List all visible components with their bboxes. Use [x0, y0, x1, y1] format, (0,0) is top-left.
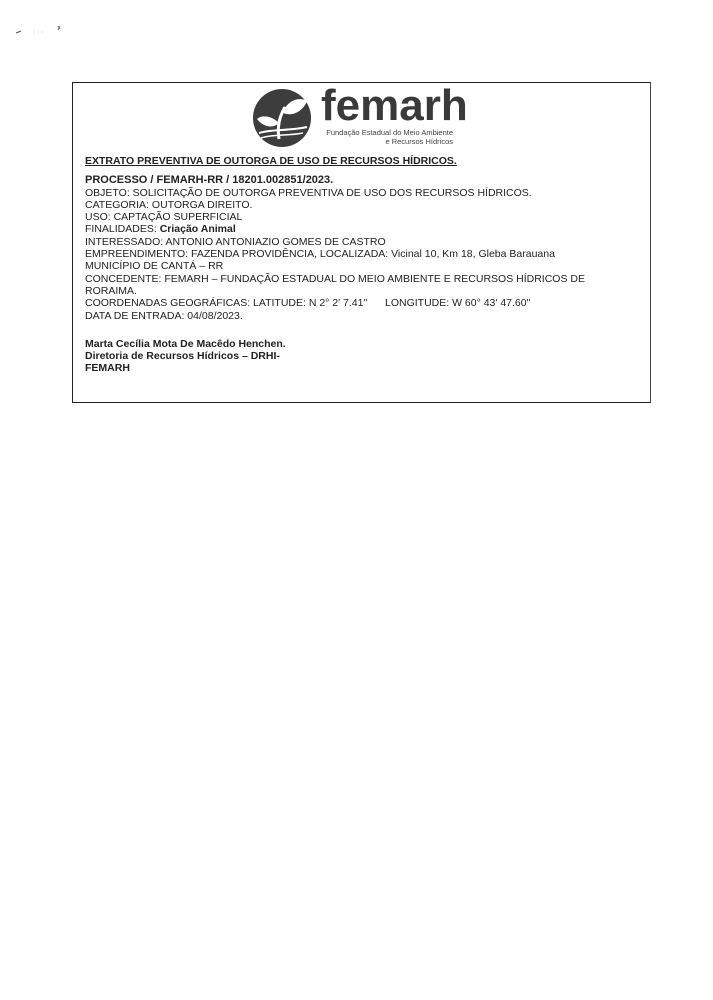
logo-subtitle-line2: e Recursos Hídricos — [385, 136, 453, 146]
logo-subtitle — [325, 129, 453, 146]
empreendimento-line: EMPREENDIMENTO: FAZENDA PROVIDÊNCIA, LOCALIZADA: Vicinal 10, Km 18, Gleba Barauana — [85, 248, 555, 261]
process-number: PROCESSO / FEMARH-RR / 18201.002851/2023. — [85, 174, 334, 187]
data-entrada-line: DATA DE ENTRADA: 04/08/2023. — [85, 309, 243, 322]
objeto-line: OBJETO: SOLICITAÇÃO DE OUTORGA PREVENTIVA DE USO DOS RECURSOS HÍDRICOS. — [85, 186, 532, 199]
longitude-text: LONGITUDE: W 60° 43' 47.60" — [385, 297, 531, 310]
document-frame — [72, 82, 651, 403]
signatory-role: Diretoria de Recursos Hídricos – DRHI- — [85, 350, 280, 363]
municipio-line: MUNICÍPIO DE CANTÁ – RR — [85, 260, 224, 273]
latitude-text: COORDENADAS GEOGRÁFICAS: LATITUDE: N 2° 2' 7.41" — [85, 297, 368, 310]
coordinates-line — [85, 297, 642, 309]
femarh-leaf-icon — [249, 87, 317, 149]
finalidades-value: Criação Animal — [159, 223, 236, 236]
logo-wordmark: femarh — [321, 81, 468, 130]
signatory-org: FEMARH — [85, 362, 130, 375]
concedente-line1: CONCEDENTE: FEMARH – FUNDAÇÃO ESTADUAL DO MEIO AMBIENTE E RECURSOS HÍDRICOS DE — [85, 272, 585, 285]
concedente-line2: RORAIMA. — [85, 284, 137, 297]
extract-content — [85, 155, 642, 375]
femarh-logo — [249, 81, 468, 149]
categoria-line: CATEGORIA: OUTORGA DIREITO. — [85, 198, 253, 211]
finalidades-line — [85, 223, 642, 235]
uso-line: USO: CAPTAÇÃO SUPERFICIAL — [85, 211, 243, 224]
scan-artifact-mark — [14, 24, 74, 38]
signature-block — [85, 338, 642, 375]
document-title: EXTRATO PREVENTIVA DE OUTORGA DE USO DE RECURSOS HÍDRICOS. — [85, 155, 457, 167]
logo-subtitle-line1: Fundação Estadual do Meio Ambiente — [326, 128, 453, 137]
finalidades-label: FINALIDADES: — [85, 223, 160, 236]
signatory-name: Marta Cecília Mota De Macêdo Henchen. — [85, 337, 286, 350]
interessado-line: INTERESSADO: ANTONIO ANTONIAZIO GOMES DE CASTRO — [85, 235, 386, 248]
